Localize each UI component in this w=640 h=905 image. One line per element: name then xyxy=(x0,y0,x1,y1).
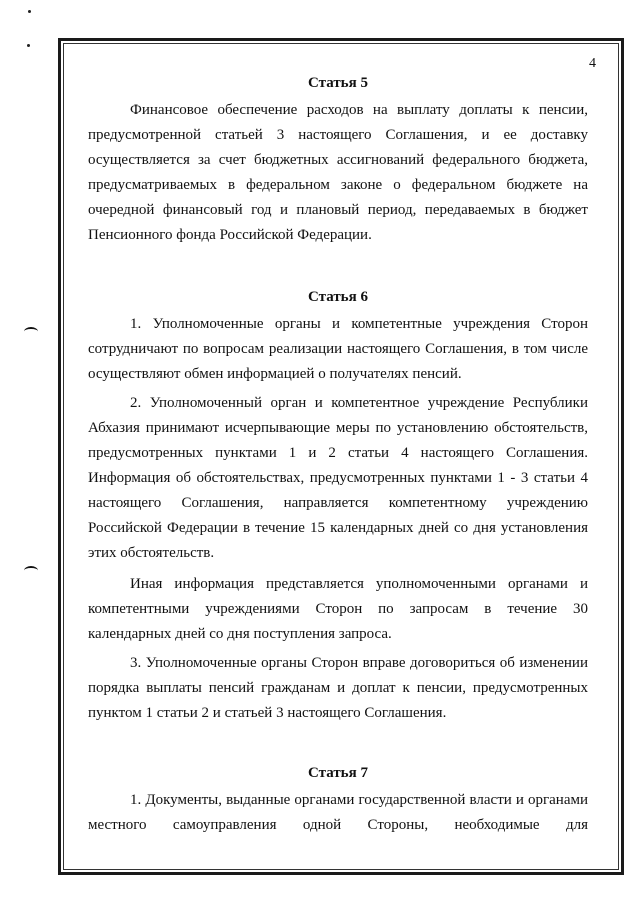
article-heading: Статья 5 xyxy=(308,75,368,91)
article-paragraph: 2. Уполномоченный орган и компетентное учреждение Республики Абхазия принимают исчерпывающие меры по установлению обстоятельств, предусмотренных пунктами 1 и 2 статьи 4 настоящего Соглашения. Информация об обстоятельствах, предусмотренных пунктами 1 - 3 статьи 4 настоящего Соглашения, направляется компетентному учреждению Российской Федерации в течение 15 календарных дней со дня установления этих обстоятельств. xyxy=(88,395,588,561)
article-heading: Статья 6 xyxy=(308,289,368,305)
article-paragraph: Финансовое обеспечение расходов на выплату доплаты к пенсии, предусмотренной статьей 3 настоящего Соглашения, и ее доставку осуществляется за счет бюджетных ассигнований федерального бюджета, предусматриваемых в федеральном законе о федеральном бюджете на очередной финансовый год и плановый период, передаваемых в бюджет Пенсионного фонда Российской Федерации. xyxy=(88,102,588,243)
article-paragraph: Иная информация представляется уполномоченными органами и компетентными учреждениями Сторон по запросам в течение 30 календарных дней со дня поступления запроса. xyxy=(88,576,588,642)
page-number: 4 xyxy=(589,56,596,71)
article-heading: Статья 7 xyxy=(308,765,368,781)
scan-dot-mark xyxy=(27,44,30,47)
article-paragraph: 3. Уполномоченные органы Сторон вправе договориться об изменении порядка выплаты пенсий гражданам и доплат к пенсии, предусмотренных пунктом 1 статьи 2 и статьей 3 настоящего Соглашения. xyxy=(88,655,588,721)
scan-dot-mark xyxy=(28,10,31,13)
article-paragraph: 1. Уполномоченные органы и компетентные учреждения Сторон сотрудничают по вопросам реализации настоящего Соглашения, в том числе осуществляют обмен информацией о получателях пенсий. xyxy=(88,316,588,382)
binding-hole-mark xyxy=(24,327,38,336)
binding-hole-mark xyxy=(24,566,38,575)
article-paragraph: 1. Документы, выданные органами государственной власти и органами местного самоуправления одной Стороны, необходимые для xyxy=(88,792,588,833)
